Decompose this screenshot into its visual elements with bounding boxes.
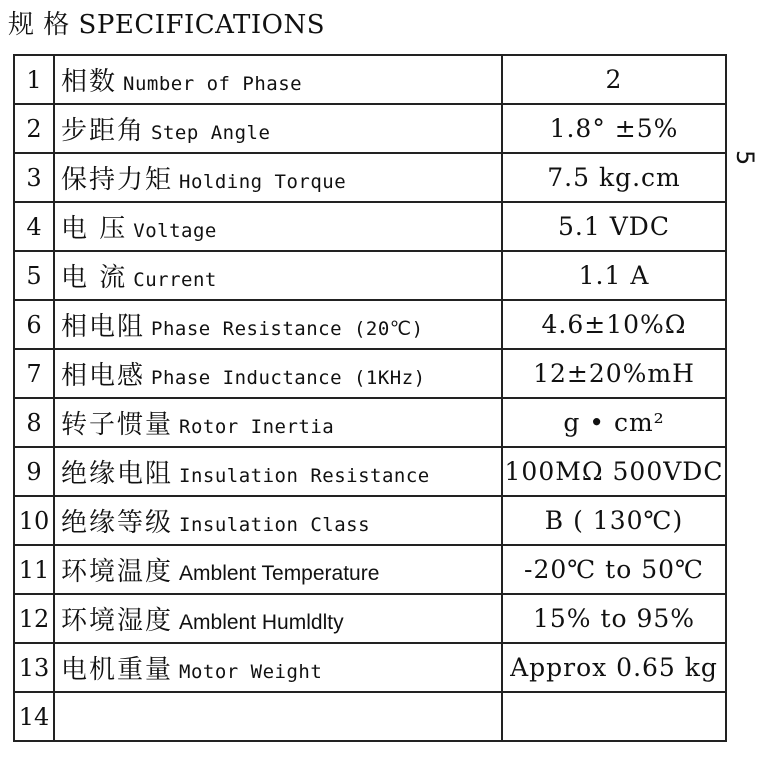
table-row <box>14 251 726 300</box>
parameter-name-english: Phase Resistance (20℃) <box>151 318 424 340</box>
parameter-name-chinese: 电机重量 <box>61 655 174 685</box>
parameter-value: 12±20%mH <box>502 349 726 398</box>
parameter-cell <box>54 447 502 496</box>
row-number: 9 <box>14 447 54 496</box>
parameter-name-english: Holding Torque <box>179 171 347 193</box>
parameter-cell <box>54 300 502 349</box>
parameter-name-english: Voltage <box>133 220 217 242</box>
parameter-name-chinese: 保持力矩 <box>61 165 174 195</box>
parameter-value: B ( 130℃) <box>502 496 726 545</box>
table-row <box>14 643 726 692</box>
parameter-value: 100MΩ 500VDC <box>502 447 726 496</box>
parameter-name-chinese: 转子惯量 <box>61 410 174 440</box>
row-number: 2 <box>14 104 54 153</box>
parameter-name-english: Amblent Temperature <box>179 562 380 585</box>
row-number: 11 <box>14 545 54 594</box>
parameter-name-chinese: 步距角 <box>61 116 146 146</box>
parameter-name-chinese: 电 压 <box>61 214 128 244</box>
row-number: 12 <box>14 594 54 643</box>
parameter-cell <box>54 643 502 692</box>
parameter-cell <box>54 545 502 594</box>
row-number: 5 <box>14 251 54 300</box>
parameter-cell <box>54 692 502 741</box>
parameter-name-chinese: 相电感 <box>61 361 146 391</box>
parameter-cell <box>54 104 502 153</box>
table-row <box>14 594 726 643</box>
parameter-name-english: Amblent Humldlty <box>179 611 344 634</box>
parameter-name-chinese: 环境湿度 <box>61 606 174 636</box>
parameter-value: 1.1 A <box>502 251 726 300</box>
parameter-value <box>502 692 726 741</box>
table-row <box>14 692 726 741</box>
parameter-name-english: Current <box>133 269 217 291</box>
parameter-name-english: Insulation Class <box>179 514 371 536</box>
parameter-name-chinese: 相数 <box>61 67 118 97</box>
parameter-value: 4.6±10%Ω <box>502 300 726 349</box>
parameter-name-english: Rotor Inertia <box>179 416 335 438</box>
parameter-name-english: Motor Weight <box>179 661 323 683</box>
parameter-cell <box>54 349 502 398</box>
row-number: 7 <box>14 349 54 398</box>
parameter-value: 5.1 VDC <box>502 202 726 251</box>
parameter-value: 1.8° ±5% <box>502 104 726 153</box>
parameter-cell <box>54 594 502 643</box>
parameter-name-chinese: 绝缘等级 <box>61 508 174 538</box>
table-row <box>14 349 726 398</box>
parameter-value: 7.5 kg.cm <box>502 153 726 202</box>
table-row <box>14 104 726 153</box>
table-row <box>14 55 726 104</box>
parameter-cell <box>54 202 502 251</box>
parameter-name-english: Phase Inductance (1KHz) <box>151 367 426 389</box>
table-row <box>14 300 726 349</box>
parameter-value: -20℃ to 50℃ <box>502 545 726 594</box>
table-row <box>14 545 726 594</box>
parameter-name-chinese: 绝缘电阻 <box>61 459 174 489</box>
parameter-name-chinese: 电 流 <box>61 263 128 293</box>
parameter-value: g • cm² <box>502 398 726 447</box>
row-number: 6 <box>14 300 54 349</box>
page-title: 规 格 SPECIFICATIONS <box>8 10 326 40</box>
table-row <box>14 447 726 496</box>
table-row <box>14 496 726 545</box>
table-row <box>14 153 726 202</box>
parameter-name-chinese: 环境温度 <box>61 557 174 587</box>
parameter-value: 2 <box>502 55 726 104</box>
parameter-value: 15% to 95% <box>502 594 726 643</box>
table-row <box>14 202 726 251</box>
parameter-name-chinese: 相电阻 <box>61 312 146 342</box>
parameter-value: Approx 0.65 kg <box>502 643 726 692</box>
parameter-cell <box>54 398 502 447</box>
row-number: 10 <box>14 496 54 545</box>
row-number: 13 <box>14 643 54 692</box>
side-mark: 5 <box>731 150 759 166</box>
parameter-name-english: Step Angle <box>151 122 271 144</box>
row-number: 3 <box>14 153 54 202</box>
table-row <box>14 398 726 447</box>
parameter-name-english: Number of Phase <box>123 73 303 95</box>
parameter-cell <box>54 153 502 202</box>
specifications-table <box>13 54 727 742</box>
parameter-cell <box>54 251 502 300</box>
row-number: 8 <box>14 398 54 447</box>
parameter-cell <box>54 496 502 545</box>
row-number: 1 <box>14 55 54 104</box>
row-number: 4 <box>14 202 54 251</box>
specifications-table-body <box>14 55 726 741</box>
parameter-cell <box>54 55 502 104</box>
row-number: 14 <box>14 692 54 741</box>
parameter-name-english: Insulation Resistance <box>179 465 430 487</box>
